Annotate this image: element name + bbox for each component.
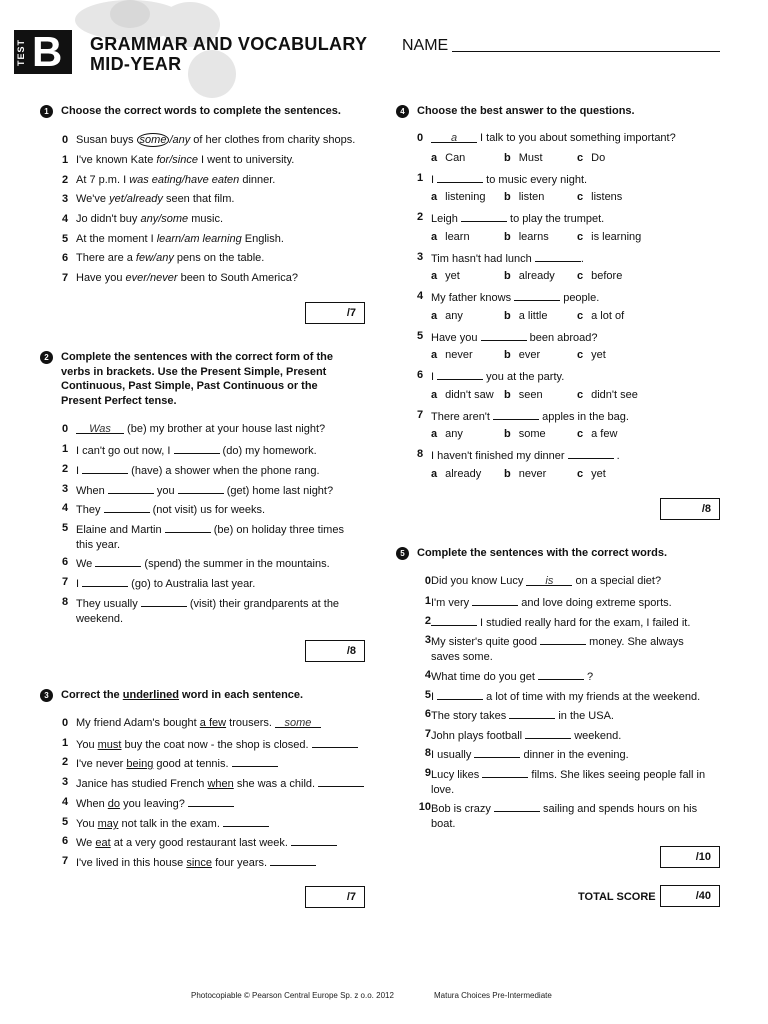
question-item: 8 I haven't finished my dinner . (417, 448, 620, 462)
word-choice[interactable]: for/since (156, 154, 198, 166)
answer-option[interactable]: c yet (577, 349, 606, 361)
question-item: 3 Tim hasn't had lunch . (417, 251, 584, 265)
answer-blank[interactable] (494, 800, 540, 812)
answer-blank[interactable] (223, 815, 269, 827)
exercise-item: 5 You may not talk in the exam. (62, 815, 372, 832)
exercise-item: 3 My sister's quite good money. She always saves some. (424, 634, 684, 663)
answer-blank[interactable] (437, 368, 483, 380)
answer-option[interactable]: a Can (431, 152, 466, 164)
question-item: 7 There aren't apples in the bag. (417, 409, 629, 423)
exercise-item: 2 I studied really hard for the exam, I failed it. (424, 615, 691, 629)
answer-blank[interactable]: Was (76, 422, 124, 434)
answer-blank[interactable] (482, 766, 528, 778)
test-letter: B (32, 28, 63, 75)
answer-option[interactable]: a didn't saw (431, 389, 494, 401)
answer-blank[interactable] (437, 688, 483, 700)
exercise-item: 5 At the moment I learn/am learning English. (62, 233, 284, 245)
answer-blank[interactable] (232, 755, 278, 767)
word-choice[interactable]: any/some (140, 213, 189, 225)
answer-blank[interactable] (538, 668, 584, 680)
answer-option[interactable]: c listens (577, 191, 623, 203)
answer-option[interactable]: c yet (577, 468, 606, 480)
exercise-item: 9 Lucy likes films. She likes seeing people fall in love. (424, 767, 706, 796)
question-item: 5 Have you been abroad? (417, 330, 598, 344)
answer-option[interactable]: b learns (504, 231, 549, 243)
answer-option[interactable]: b some (504, 428, 546, 440)
section-1-heading: 1 Choose the correct words to complete the sentences. (40, 104, 370, 119)
exercise-item: 7 I've lived in this house since four years. (62, 854, 372, 871)
answer-option[interactable]: c didn't see (577, 389, 638, 401)
answer-blank[interactable] (472, 594, 518, 606)
answer-blank[interactable] (514, 289, 560, 301)
answer-option[interactable]: a any (431, 428, 463, 440)
answer-blank[interactable] (312, 736, 358, 748)
answer-blank[interactable] (82, 575, 128, 587)
answer-option[interactable]: b seen (504, 389, 543, 401)
section-number-badge: 3 (40, 689, 53, 702)
section-number-badge: 5 (396, 547, 409, 560)
section-3-heading: 3 Correct the underlined word in each sentence. (40, 688, 370, 703)
answer-blank[interactable] (270, 854, 316, 866)
answer-blank[interactable] (525, 727, 571, 739)
underlined-word: must (97, 739, 122, 751)
answer-blank[interactable] (509, 707, 555, 719)
question-item: 2 Leigh to play the trumpet. (417, 211, 605, 225)
answer-blank[interactable] (165, 521, 211, 533)
name-field[interactable] (452, 51, 720, 52)
underlined-word: since (186, 857, 213, 869)
question-item: 6 I you at the party. (417, 369, 565, 383)
exercise-item: 7 I (go) to Australia last year. (62, 576, 256, 590)
word-choice[interactable]: ever/never (125, 272, 178, 284)
answer-blank[interactable]: a (431, 131, 477, 143)
test-label: TEST (16, 38, 26, 66)
answer-blank[interactable] (431, 614, 477, 626)
answer-blank[interactable] (493, 408, 539, 420)
word-choice[interactable]: was eating/have eaten (129, 174, 240, 186)
exercise-item: 0 Did you know Lucy is on a special diet? (424, 575, 662, 587)
answer-blank[interactable] (188, 795, 234, 807)
answer-blank[interactable] (437, 171, 483, 183)
answer-blank[interactable] (104, 501, 150, 513)
word-choice[interactable]: some (137, 133, 170, 147)
section-number-badge: 4 (396, 105, 409, 118)
underlined-word: being (126, 758, 154, 770)
section-2-heading: 2 Complete the sentences with the correct form of the verbs in brackets. Use the Present Simple, Present Continuous, Past Simple, Past Continuous or the Present Perfect tense. (40, 350, 358, 408)
exercise-item: 2 At 7 p.m. I was eating/have eaten dinner. (62, 174, 276, 186)
exercise-item: 6 There are a few/any pens on the table. (62, 252, 265, 264)
section-3-score-box[interactable]: /7 (305, 886, 365, 908)
question-item: 0 a I talk to you about something important? (417, 132, 676, 144)
underlined-word: may (97, 818, 119, 830)
exercise-item: 0 My friend Adam's bought a few trousers. some (62, 716, 372, 731)
underlined-word: do (107, 798, 121, 810)
exercise-item: 3 We've yet/already seen that film. (62, 193, 235, 205)
test-badge (14, 30, 72, 74)
answer-option[interactable]: c a few (577, 428, 618, 440)
answer-option[interactable]: b ever (504, 349, 541, 361)
footer-book-title: Matura Choices Pre-Intermediate (434, 991, 552, 1000)
exercise-item: 6 The story takes in the USA. (424, 708, 614, 722)
answer-option[interactable]: a learn (431, 231, 470, 243)
total-score-box[interactable]: /40 (660, 885, 720, 907)
exercise-item: 5 Elaine and Martin (be) on holiday three times this year. (62, 522, 344, 551)
answer-blank[interactable] (178, 482, 224, 494)
exercise-item: 1 I've known Kate for/since I went to university. (62, 154, 295, 166)
section-number-badge: 2 (40, 351, 53, 364)
answer-blank[interactable] (95, 555, 141, 567)
answer-option[interactable]: c is learning (577, 231, 642, 243)
answer-blank[interactable] (141, 595, 187, 607)
answer-blank[interactable] (318, 775, 364, 787)
answer-option[interactable]: a already (431, 468, 482, 480)
exercise-item: 5 I a lot of time with my friends at the weekend. (424, 689, 701, 703)
answer-option[interactable]: a any (431, 310, 463, 322)
answer-blank[interactable] (535, 250, 581, 262)
answer-option[interactable]: c a lot of (577, 310, 625, 322)
section-1-score-box[interactable]: /7 (305, 302, 365, 324)
answer-blank[interactable] (108, 482, 154, 494)
name-label: NAME (402, 37, 449, 54)
answer-option[interactable]: a yet (431, 270, 460, 282)
answer-blank[interactable] (461, 210, 507, 222)
question-item: 4 My father knows people. (417, 290, 600, 304)
exercise-item: 0 Was (be) my brother at your house last night? (62, 423, 326, 435)
underlined-word: a few (199, 717, 227, 729)
answer-option[interactable]: c Do (577, 152, 606, 164)
exercise-item: 6 We (spend) the summer in the mountains. (62, 556, 330, 570)
exercise-item: 1 I'm very and love doing extreme sports. (424, 595, 672, 609)
answer-blank[interactable]: some (275, 716, 321, 728)
section-4-score-box[interactable]: /8 (660, 498, 720, 520)
answer-option[interactable]: a never (431, 349, 473, 361)
answer-blank[interactable] (82, 462, 128, 474)
page-title: GRAMMAR AND VOCABULARY MID-YEAR (90, 34, 368, 74)
exercise-item: 8 They usually (visit) their grandparents at the weekend. (62, 596, 340, 625)
answer-blank[interactable] (481, 329, 527, 341)
exercise-item: 2 I've never being good at tennis. (62, 755, 372, 772)
total-score-label: TOTAL SCORE (578, 891, 656, 903)
exercise-item: 3 When you (get) home last night? (62, 483, 334, 497)
exercise-item: 4 When do you leaving? (62, 795, 372, 812)
answer-blank[interactable] (474, 746, 520, 758)
answer-blank[interactable]: is (526, 574, 572, 586)
word-choice[interactable]: learn/am learning (156, 233, 242, 245)
exercise-item: 3 Janice has studied French when she was a child. (62, 775, 372, 792)
section-5-heading: 5 Complete the sentences with the correct words. (396, 546, 726, 561)
footer-copyright: Photocopiable © Pearson Central Europe Sp. z o.o. 2012 (191, 991, 394, 1000)
exercise-item: 0 Susan buys some /any of her clothes from charity shops. (62, 134, 356, 146)
exercise-item: 6 We eat at a very good restaurant last week. (62, 834, 372, 851)
answer-option[interactable]: b listen (504, 191, 545, 203)
word-choice[interactable]: yet/already (109, 193, 163, 205)
answer-blank[interactable] (540, 633, 586, 645)
word-choice[interactable]: few/any (135, 252, 174, 264)
exercise-item: 4 What time do you get ? (424, 669, 594, 683)
exercise-item: 8 I usually dinner in the evening. (424, 747, 629, 761)
answer-option[interactable]: b Must (504, 152, 543, 164)
underlined-word: when (207, 778, 234, 790)
exercise-item: 10 Bob is crazy sailing and spends hours on his boat. (418, 801, 698, 830)
answer-option[interactable]: b a little (504, 310, 548, 322)
answer-option[interactable]: a listening (431, 191, 486, 203)
exercise-item: 7 Have you ever/never been to South America? (62, 272, 298, 284)
exercise-item: 1 I can't go out now, I (do) my homework. (62, 443, 317, 457)
answer-blank[interactable] (291, 834, 337, 846)
section-4-heading: 4 Choose the best answer to the questions. (396, 104, 726, 119)
underlined-word: eat (95, 837, 111, 849)
answer-blank[interactable] (568, 447, 614, 459)
answer-option[interactable]: b never (504, 468, 547, 480)
exercise-item: 2 I (have) a shower when the phone rang. (62, 463, 320, 477)
answer-blank[interactable] (174, 442, 220, 454)
section-2-score-box[interactable]: /8 (305, 640, 365, 662)
exercise-item: 1 You must buy the coat now - the shop is closed. (62, 736, 372, 753)
question-item: 1 I to music every night. (417, 172, 588, 186)
answer-option[interactable]: b already (504, 270, 555, 282)
section-number-badge: 1 (40, 105, 53, 118)
answer-option[interactable]: c before (577, 270, 623, 282)
section-5-score-box[interactable]: /10 (660, 846, 720, 868)
exercise-item: 4 Jo didn't buy any/some music. (62, 213, 224, 225)
exercise-item: 7 John plays football weekend. (424, 728, 622, 742)
exercise-item: 4 They (not visit) us for weeks. (62, 502, 266, 516)
